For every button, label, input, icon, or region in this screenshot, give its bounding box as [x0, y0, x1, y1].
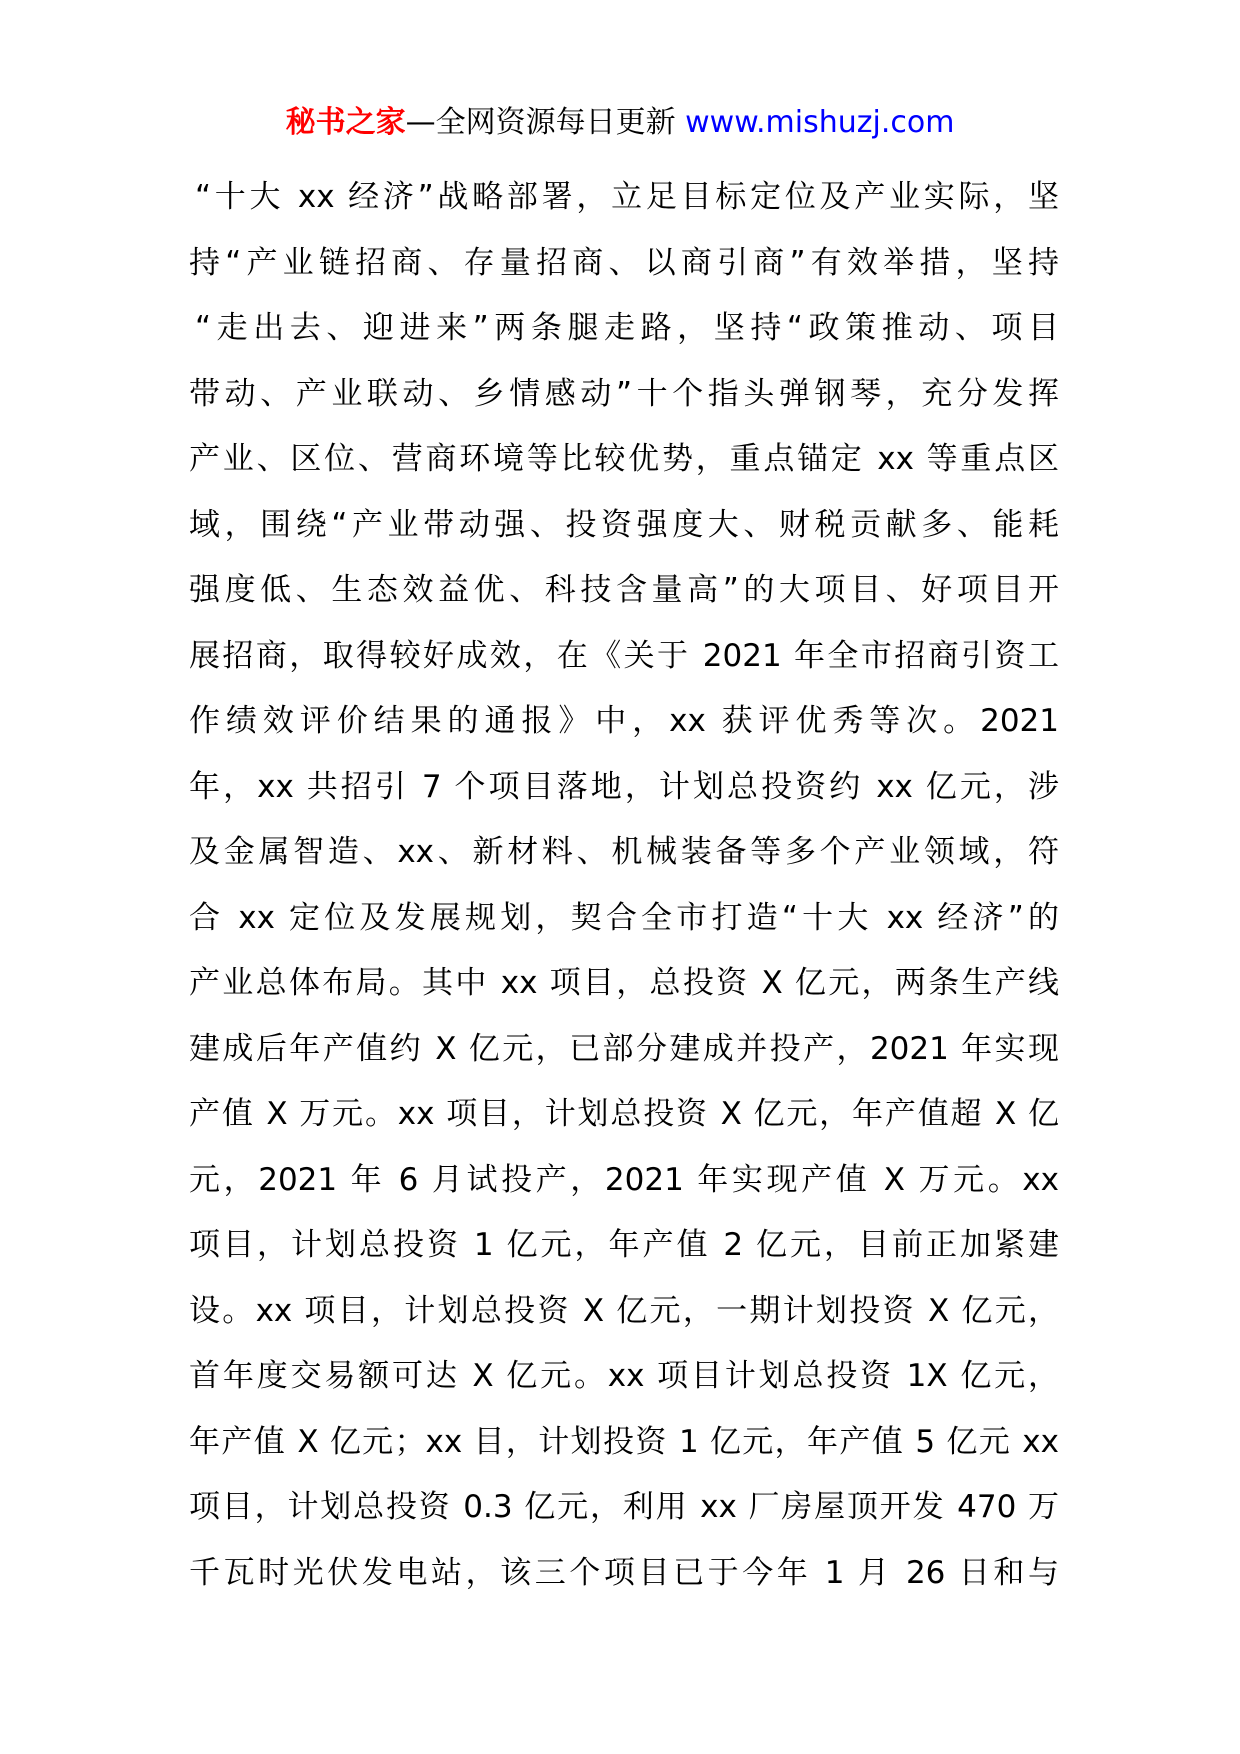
header-tagline: —全网资源每日更新	[405, 105, 686, 140]
paragraph-line: 项目，计划总投资 1 亿元，年产值 2 亿元，目前正加紧建	[189, 1227, 1059, 1263]
paragraph-line: 产业总体布局。其中 xx 项目，总投资 X 亿元，两条生产线	[189, 965, 1059, 1001]
paragraph-line: 展招商，取得较好成效，在《关于 2021 年全市招商引资工	[189, 637, 1059, 674]
paragraph-line: 首年度交易额可达 X 亿元。xx 项目计划总投资 1X 亿元，	[189, 1358, 1059, 1394]
website-link[interactable]: www.mishuzj.com	[685, 105, 955, 140]
paragraph-line: 年产值 X 亿元；xx 目，计划投资 1 亿元，年产值 5 亿元 xx	[189, 1423, 1059, 1460]
paragraph-line: 强度低、生态效益优、科技含量高”的大项目、好项目开	[189, 572, 1059, 608]
paragraph-line: 及金属智造、xx、新材料、机械装备等多个产业领域，符	[189, 834, 1059, 870]
paragraph-line: 合 xx 定位及发展规划，契合全市打造“十大 xx 经济”的	[189, 899, 1059, 936]
paragraph-line: 元，2021 年 6 月试投产，2021 年实现产值 X 万元。xx	[189, 1161, 1059, 1198]
site-header	[0, 101, 1240, 145]
paragraph-line: 带动、产业联动、乡情感动”十个指头弹钢琴，充分发挥	[189, 375, 1059, 412]
paragraph-line: 千瓦时光伏发电站，该三个项目已于今年 1 月 26 日和与	[189, 1554, 1059, 1591]
paragraph-line: 域，围绕“产业带动强、投资强度大、财税贡献多、能耗	[189, 506, 1059, 543]
paragraph-line: 项目，计划总投资 0.3 亿元，利用 xx 厂房屋顶开发 470 万	[189, 1489, 1059, 1525]
document-body	[189, 165, 1059, 1606]
brand-name: 秘书之家	[285, 105, 406, 140]
paragraph-line: “十大 xx 经济”战略部署，立足目标定位及产业实际，坚	[195, 179, 1059, 215]
paragraph-line: 建成后年产值约 X 亿元，已部分建成并投产，2021 年实现	[189, 1030, 1059, 1067]
paragraph-line: 作绩效评价结果的通报》中，xx 获评优秀等次。2021	[189, 703, 1059, 739]
paragraph-line: 年，xx 共招引 7 个项目落地，计划总投资约 xx 亿元，涉	[189, 768, 1059, 805]
paragraph-line: 设。xx 项目，计划总投资 X 亿元，一期计划投资 X 亿元，	[189, 1292, 1059, 1329]
paragraph-line: 持“产业链招商、存量招商、以商引商”有效举措，坚持	[189, 244, 1059, 281]
paragraph-line: 产业、区位、营商环境等比较优势，重点锚定 xx 等重点区	[189, 441, 1059, 477]
paragraph-line: 产值 X 万元。xx 项目，计划总投资 X 亿元，年产值超 X 亿	[189, 1096, 1059, 1132]
paragraph-line: “走出去、迎进来”两条腿走路，坚持“政策推动、项目	[195, 310, 1059, 346]
